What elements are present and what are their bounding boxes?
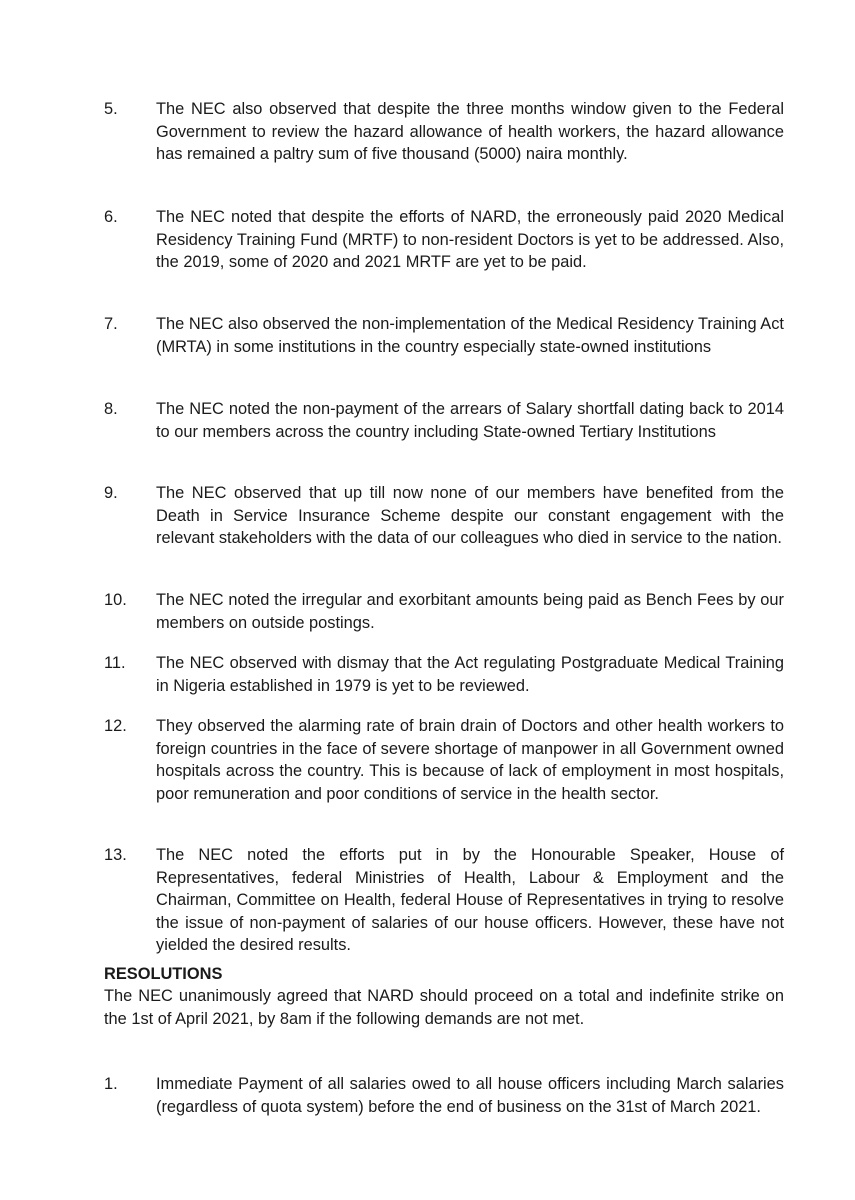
observation-number: 13. (104, 846, 127, 864)
observation-text: The NEC noted the efforts put in by the Honourable Speaker, House of Representatives, federal Ministries of Health, Labour & Employment and the Chairman, Committee on Health, federal House of Representatives in trying to resolve the issue of non-payment of salaries of our house officers. However, these have not yielded the desired results. (156, 846, 784, 954)
observation-text: The NEC observed with dismay that the Act regulating Postgraduate Medical Training in Nigeria established in 1979 is yet to be reviewed. (156, 654, 784, 695)
observation-item-10 (104, 589, 784, 634)
observation-item-6 (104, 206, 784, 274)
observation-text: The NEC observed that up till now none of our members have benefited from the Death in Service Insurance Scheme despite our constant engagement with the relevant stakeholders with the data of our colleagues who died in service to the nation. (156, 484, 784, 547)
resolutions-heading: RESOLUTIONS (104, 965, 223, 983)
observation-number: 6. (104, 208, 118, 226)
resolution-text: Immediate Payment of all salaries owed to all house officers including March salaries (regardless of quota system) before the end of business on the 31st of March 2021. (156, 1075, 784, 1116)
observation-item-5 (104, 98, 784, 166)
resolution-item-1 (104, 1073, 784, 1118)
observation-text: The NEC noted that despite the efforts of NARD, the erroneously paid 2020 Medical Residency Training Fund (MRTF) to non-resident Doctors is yet to be addressed. Also, the 2019, some of 2020 and 2021 MRTF are yet to be paid. (156, 208, 784, 271)
observation-number: 11. (104, 654, 126, 672)
observation-number: 12. (104, 717, 127, 735)
observation-text: The NEC also observed the non-implementation of the Medical Residency Training Act (MRTA) in some institutions in the country especially state-owned institutions (156, 315, 784, 356)
observation-item-11 (104, 652, 784, 697)
resolution-number: 1. (104, 1075, 118, 1093)
observation-text: The NEC noted the irregular and exorbitant amounts being paid as Bench Fees by our members on outside postings. (156, 591, 784, 632)
observation-number: 10. (104, 591, 127, 609)
observation-text: The NEC noted the non-payment of the arrears of Salary shortfall dating back to 2014 to our members across the country including State-owned Tertiary Institutions (156, 400, 784, 441)
observation-number: 5. (104, 100, 118, 118)
observation-number: 7. (104, 315, 118, 333)
observation-item-12 (104, 715, 784, 805)
observation-item-13 (104, 844, 784, 957)
observation-item-9 (104, 482, 784, 550)
observation-number: 9. (104, 484, 118, 502)
observation-text: The NEC also observed that despite the three months window given to the Federal Government to review the hazard allowance of health workers, the hazard allowance has remained a paltry sum of five thousand (5000) naira monthly. (156, 100, 784, 163)
observation-number: 8. (104, 400, 118, 418)
resolutions-intro: The NEC unanimously agreed that NARD should proceed on a total and indefinite strike on the 1st of April 2021, by 8am if the following demands are not met. (104, 987, 784, 1028)
observation-item-8 (104, 398, 784, 443)
observation-text: They observed the alarming rate of brain drain of Doctors and other health workers to foreign countries in the face of severe shortage of manpower in all Government owned hospitals across the country. This is because of lack of employment in most hospitals, poor remuneration and poor conditions of service in the health sector. (156, 717, 784, 803)
observation-item-7 (104, 313, 784, 358)
